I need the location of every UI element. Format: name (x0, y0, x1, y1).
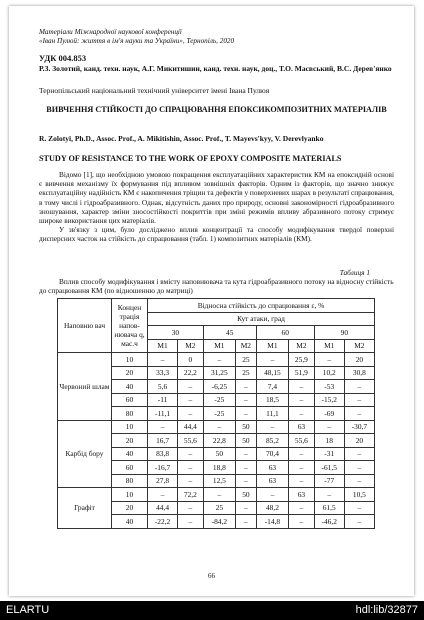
table-caption: Вплив способу модифікування і вмісту наповнювача та кута гідроабразивного потоку на відносну стійкість до спрацювання КМ (по відношенню до матриці) (39, 277, 394, 295)
title-uk: ВИВЧЕННЯ СТІЙКОСТІ ДО СПРАЦЮВАННЯ ЕПОКСИКОМПОЗИТНИХ МАТЕРІАЛІВ (46, 105, 387, 114)
table-cell: – (178, 380, 204, 394)
table-cell: 20 (112, 434, 148, 448)
table-cell: -31 (314, 447, 344, 461)
table-cell: 10,5 (344, 488, 374, 502)
table-cell: -84,2 (203, 515, 235, 529)
table-cell: -11 (148, 393, 178, 407)
table-cell: – (148, 488, 178, 502)
table-cell: – (289, 380, 315, 394)
table-cell: – (178, 447, 204, 461)
table-cell: – (314, 488, 344, 502)
table-cell: – (178, 515, 204, 529)
table-cell: -14,8 (256, 515, 288, 529)
table-cell: – (344, 447, 374, 461)
table-cell: – (344, 461, 374, 475)
table-cell: -30,7 (344, 420, 374, 434)
footer-right: hdl:lib/32877 (355, 604, 418, 616)
udk-code: УДК 004.853 (39, 53, 87, 63)
table-cell: 80 (112, 407, 148, 421)
table-cell: -77 (314, 474, 344, 488)
table-cell: 51,9 (289, 366, 315, 380)
table-cell: 50 (236, 434, 257, 448)
table-cell: – (203, 353, 235, 367)
table-cell: 40 (112, 447, 148, 461)
table-cell: -69 (314, 407, 344, 421)
table-cell: – (344, 501, 374, 515)
table-cell: – (289, 461, 315, 475)
table-cell: 55,6 (289, 434, 315, 448)
table-cell: 0 (178, 353, 204, 367)
table-cell: 63 (289, 420, 315, 434)
table-cell: – (178, 501, 204, 515)
table-cell: 20 (344, 353, 374, 367)
table-cell: – (178, 461, 204, 475)
table-cell: 31,25 (203, 366, 235, 380)
table-cell: 60 (112, 461, 148, 475)
table-cell: 18 (314, 434, 344, 448)
results-table (57, 298, 375, 529)
table-cell: 16,7 (148, 434, 178, 448)
table-cell: – (344, 380, 374, 394)
table-cell: 50 (203, 447, 235, 461)
table-cell: – (236, 474, 257, 488)
method-header: M2 (236, 339, 257, 353)
table-cell: – (236, 447, 257, 461)
table-cell: -22,2 (148, 515, 178, 529)
table-cell: 61,5 (314, 501, 344, 515)
method-header: M2 (289, 339, 315, 353)
table-cell: 18,5 (256, 393, 288, 407)
table-cell: 10 (112, 353, 148, 367)
table-cell: 12,5 (203, 474, 235, 488)
table-row (58, 353, 375, 367)
table-cell: 63 (289, 488, 315, 502)
table-cell: – (289, 515, 315, 529)
table-cell: 7,4 (256, 380, 288, 394)
table-cell: 72,2 (178, 488, 204, 502)
table-cell: 25 (236, 353, 257, 367)
method-header: M1 (256, 339, 288, 353)
table-cell: – (236, 407, 257, 421)
table-cell: – (344, 474, 374, 488)
table-cell: 40 (112, 515, 148, 529)
table-cell: – (178, 393, 204, 407)
table-cell: – (314, 420, 344, 434)
table-cell: – (148, 353, 178, 367)
table-row (58, 420, 375, 434)
table-cell: 44,4 (178, 420, 204, 434)
header-line-2: «Іван Пулюй: життя в ім'я науки та України», Тернопіль, 2020 (39, 37, 235, 45)
table-cell: -61,5 (314, 461, 344, 475)
angle-header: 90 (314, 326, 374, 340)
table-cell: 48,15 (256, 366, 288, 380)
table-cell: – (236, 501, 257, 515)
table-cell: – (256, 353, 288, 367)
table-number: Таблиця 1 (339, 268, 370, 277)
header-angle: Кут атаки, град (148, 312, 375, 326)
table-cell: – (314, 353, 344, 367)
table-cell: 63 (256, 461, 288, 475)
title-en: STUDY OF RESISTANCE TO THE WORK OF EPOXY COMPOSITE MATERIALS (39, 154, 342, 163)
method-header: M1 (314, 339, 344, 353)
table-cell: 63 (256, 474, 288, 488)
paragraph: Відомо [1], що необхідною умовою покращення експлуатаційних характеристик КМ на епоксидній основі є вивчення механізму їх формування під впливом зовнішніх факторів. Одним із факторів, що значно знижує експлуатаційну надійність КМ є накопичення тріщин та дефектів у поверхневих шарах в результаті спрацювання, в тому числі і гідроабразивного. Однак, відсутність даних про природу, основні закономірності гідроабразивного зношування, характер зміни зносостійкості покриттів при зміні режимів впливу абразивного потоку стримує широке використання цих матеріалів. (39, 170, 394, 226)
table-cell: 33,3 (148, 366, 178, 380)
table-cell: -46,2 (314, 515, 344, 529)
table-cell: -25 (203, 407, 235, 421)
table-cell: 20 (112, 366, 148, 380)
table-cell: 40 (112, 380, 148, 394)
table-cell: 50 (236, 420, 257, 434)
table-cell: 22,8 (203, 434, 235, 448)
table-cell: 44,4 (148, 501, 178, 515)
table-cell: – (236, 461, 257, 475)
table-cell: 55,6 (178, 434, 204, 448)
table-cell: – (344, 515, 374, 529)
table-cell: 50 (236, 488, 257, 502)
table-cell: – (289, 501, 315, 515)
table-cell: 18,8 (203, 461, 235, 475)
table-cell: – (289, 447, 315, 461)
table-cell: – (236, 393, 257, 407)
angle-header: 30 (148, 326, 204, 340)
table-cell: 11,1 (256, 407, 288, 421)
method-header: M1 (203, 339, 235, 353)
header-resistance: Відносна стійкість до спрацювання ε, % (148, 299, 375, 313)
authors-uk: Р.З. Золотий, канд. техн. наук, А.Г. Микитишин, канд. техн. наук, доц., Т.О. Масвський, В.С. Дерев'янко (39, 64, 392, 73)
authors-en: R. Zolotyi, Ph.D., Assoc. Prof., A. Mikitishin, Assoc. Prof., T. Mayevs'kyy, V. Derevlyanko (39, 134, 324, 143)
table-cell: 20 (344, 434, 374, 448)
table-cell: 5,6 (148, 380, 178, 394)
table-cell: – (236, 515, 257, 529)
table-cell: – (289, 474, 315, 488)
table-cell: 48,2 (256, 501, 288, 515)
filler-name: Графіт (58, 488, 112, 529)
filler-name: Карбід бору (58, 420, 112, 488)
repository-footer (0, 601, 424, 620)
method-header: M2 (344, 339, 374, 353)
table-cell: – (256, 420, 288, 434)
table-cell: -6,25 (203, 380, 235, 394)
table-cell: 80 (112, 474, 148, 488)
table-cell: 30,8 (344, 366, 374, 380)
table-cell: 25 (203, 501, 235, 515)
paragraph: У зв'язку з цим, було досліджено вплив концентрації та способу модифікування твердої поверхні дисперсних часток на стійкість до спрацювання (табл. 1) композитних матеріалів (КМ). (39, 225, 394, 244)
table-cell: – (289, 393, 315, 407)
table-cell: 25 (236, 366, 257, 380)
table-cell: – (289, 407, 315, 421)
table-cell: -53 (314, 380, 344, 394)
filler-name: Червоний шлам (58, 353, 112, 421)
table-cell: 10 (112, 420, 148, 434)
table-cell: – (148, 420, 178, 434)
body-text (39, 170, 394, 244)
method-header: M1 (148, 339, 178, 353)
method-header: M2 (178, 339, 204, 353)
table-cell: 70,4 (256, 447, 288, 461)
table-cell: -11,1 (148, 407, 178, 421)
table-cell: -25 (203, 393, 235, 407)
table-cell: 25,9 (289, 353, 315, 367)
table-cell: – (344, 407, 374, 421)
table-cell: 10,2 (314, 366, 344, 380)
conference-header (39, 28, 234, 46)
table-cell: -15,2 (314, 393, 344, 407)
table-cell: 22,2 (178, 366, 204, 380)
table-row (58, 488, 375, 502)
table-cell: – (203, 488, 235, 502)
table-cell: 85,2 (256, 434, 288, 448)
table-cell: 20 (112, 501, 148, 515)
document-page (9, 6, 414, 596)
header-concentration: Концен трація напов- нювача q, мас.ч (112, 299, 148, 353)
header-filler: Наповню вач (58, 299, 112, 353)
table-cell: – (236, 380, 257, 394)
footer-left: ELARTU (6, 604, 50, 616)
affiliation: Тернопільський національний технічний університет імені Івана Пулюя (39, 86, 270, 95)
table-cell: -16,7 (148, 461, 178, 475)
table-cell: – (178, 474, 204, 488)
header-line-1: Матеріали Міжнародної наукової конференції (39, 28, 182, 36)
page-number: 66 (208, 572, 215, 580)
table-cell: – (256, 488, 288, 502)
table-cell: 83,8 (148, 447, 178, 461)
table-cell: – (178, 407, 204, 421)
table-cell: – (203, 420, 235, 434)
table-cell: 10 (112, 488, 148, 502)
angle-header: 45 (203, 326, 256, 340)
table-cell: 27,8 (148, 474, 178, 488)
angle-header: 60 (256, 326, 314, 340)
table-cell: 60 (112, 393, 148, 407)
table-cell: – (344, 393, 374, 407)
